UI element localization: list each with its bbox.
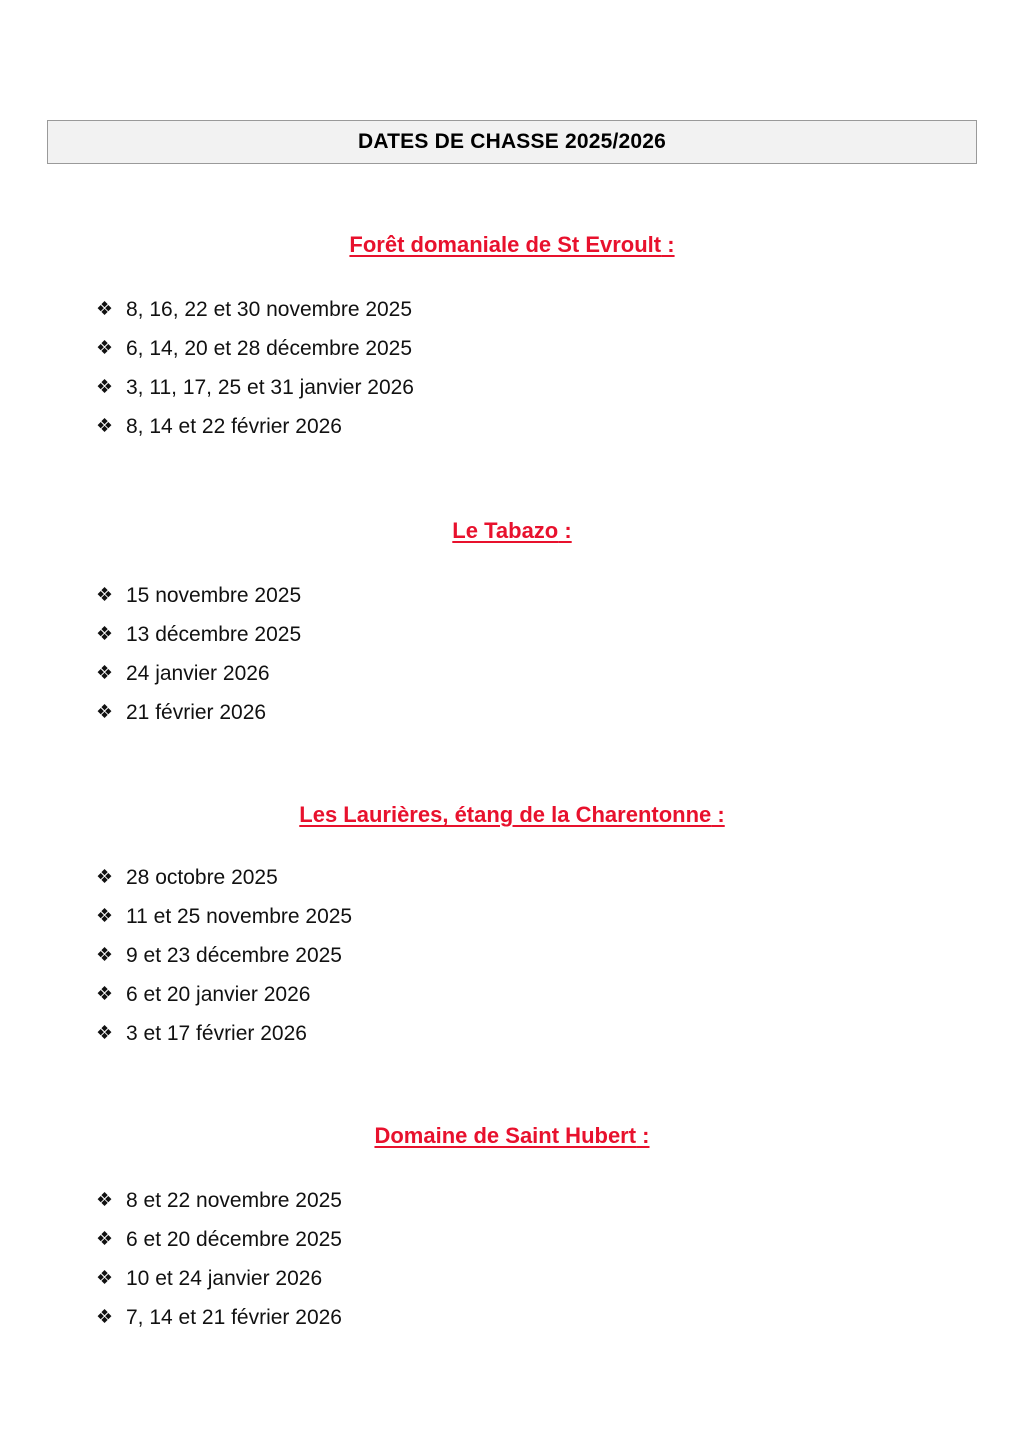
list-item-label: 10 et 24 janvier 2026 <box>126 1267 323 1290</box>
list-item <box>0 1259 1024 1298</box>
diamond-bullet-icon: ❖ <box>96 416 114 437</box>
list-item-label: 11 et 25 novembre 2025 <box>126 905 353 928</box>
list-item-label: 9 et 23 décembre 2025 <box>126 944 342 967</box>
diamond-bullet-icon: ❖ <box>96 377 114 398</box>
list-item <box>0 1220 1024 1259</box>
diamond-bullet-icon: ❖ <box>96 906 114 927</box>
section-heading <box>0 802 1024 828</box>
section-heading <box>0 1123 1024 1149</box>
section-heading <box>0 518 1024 544</box>
diamond-bullet-icon: ❖ <box>96 338 114 359</box>
list-item <box>0 290 1024 329</box>
list-item-label: 21 février 2026 <box>126 701 267 724</box>
section-heading-colon: : <box>711 802 725 827</box>
list-item-label: 13 décembre 2025 <box>126 623 302 646</box>
list-item-label: 15 novembre 2025 <box>126 584 302 607</box>
list-item-label: 6 et 20 décembre 2025 <box>126 1228 342 1251</box>
list-item-label: 8 et 22 novembre 2025 <box>126 1189 342 1212</box>
section-heading-label: Forêt domaniale de St Evroult <box>349 232 662 257</box>
diamond-bullet-icon: ❖ <box>96 1190 114 1211</box>
diamond-bullet-icon: ❖ <box>96 702 114 723</box>
section-heading-colon: : <box>558 518 572 543</box>
list-item <box>0 1181 1024 1220</box>
diamond-bullet-icon: ❖ <box>96 1023 114 1044</box>
section-heading-colon: : <box>636 1123 650 1148</box>
diamond-bullet-icon: ❖ <box>96 624 114 645</box>
list-item-label: 24 janvier 2026 <box>126 662 270 685</box>
list-item <box>0 858 1024 897</box>
diamond-bullet-icon: ❖ <box>96 585 114 606</box>
list-item-label: 8, 14 et 22 février 2026 <box>126 415 342 438</box>
list-item-label: 8, 16, 22 et 30 novembre 2025 <box>126 298 413 321</box>
section-le-tabazo <box>0 446 1024 732</box>
list-item <box>0 615 1024 654</box>
date-list <box>0 544 1024 732</box>
diamond-bullet-icon: ❖ <box>96 1229 114 1250</box>
date-list <box>0 828 1024 1053</box>
date-list <box>0 258 1024 446</box>
list-item <box>0 936 1024 975</box>
list-item <box>0 897 1024 936</box>
list-item <box>0 368 1024 407</box>
list-item-label: 28 octobre 2025 <box>126 866 278 889</box>
section-les-laurieres-etang-de-la-charentonne <box>0 732 1024 1053</box>
diamond-bullet-icon: ❖ <box>96 663 114 684</box>
list-item-label: 3, 11, 17, 25 et 31 janvier 2026 <box>126 376 414 399</box>
section-heading-label: Le Tabazo <box>452 518 559 543</box>
list-item <box>0 654 1024 693</box>
section-domaine-de-saint-hubert <box>0 1053 1024 1337</box>
list-item-label: 6 et 20 janvier 2026 <box>126 983 311 1006</box>
diamond-bullet-icon: ❖ <box>96 1268 114 1289</box>
page-title: DATES DE CHASSE 2025/2026 <box>357 130 667 153</box>
list-item <box>0 329 1024 368</box>
list-item-label: 7, 14 et 21 février 2026 <box>126 1306 342 1329</box>
diamond-bullet-icon: ❖ <box>96 984 114 1005</box>
section-heading <box>0 232 1024 258</box>
list-item <box>0 693 1024 732</box>
date-list <box>0 1149 1024 1337</box>
list-item-label: 6, 14, 20 et 28 décembre 2025 <box>126 337 413 360</box>
list-item <box>0 1014 1024 1053</box>
list-item <box>0 407 1024 446</box>
section-heading-label: Domaine de Saint Hubert <box>374 1123 637 1148</box>
diamond-bullet-icon: ❖ <box>96 299 114 320</box>
list-item-label: 3 et 17 février 2026 <box>126 1022 307 1045</box>
diamond-bullet-icon: ❖ <box>96 945 114 966</box>
diamond-bullet-icon: ❖ <box>96 1307 114 1328</box>
section-heading-label: Les Laurières, étang de la Charentonne <box>299 802 712 827</box>
list-item <box>0 576 1024 615</box>
section-heading-colon: : <box>661 232 675 257</box>
diamond-bullet-icon: ❖ <box>96 867 114 888</box>
list-item <box>0 1298 1024 1337</box>
list-item <box>0 975 1024 1014</box>
document-body <box>0 164 1024 1337</box>
section-foret-domaniale-de-st-evroult <box>0 164 1024 446</box>
document-title-box <box>47 120 977 164</box>
